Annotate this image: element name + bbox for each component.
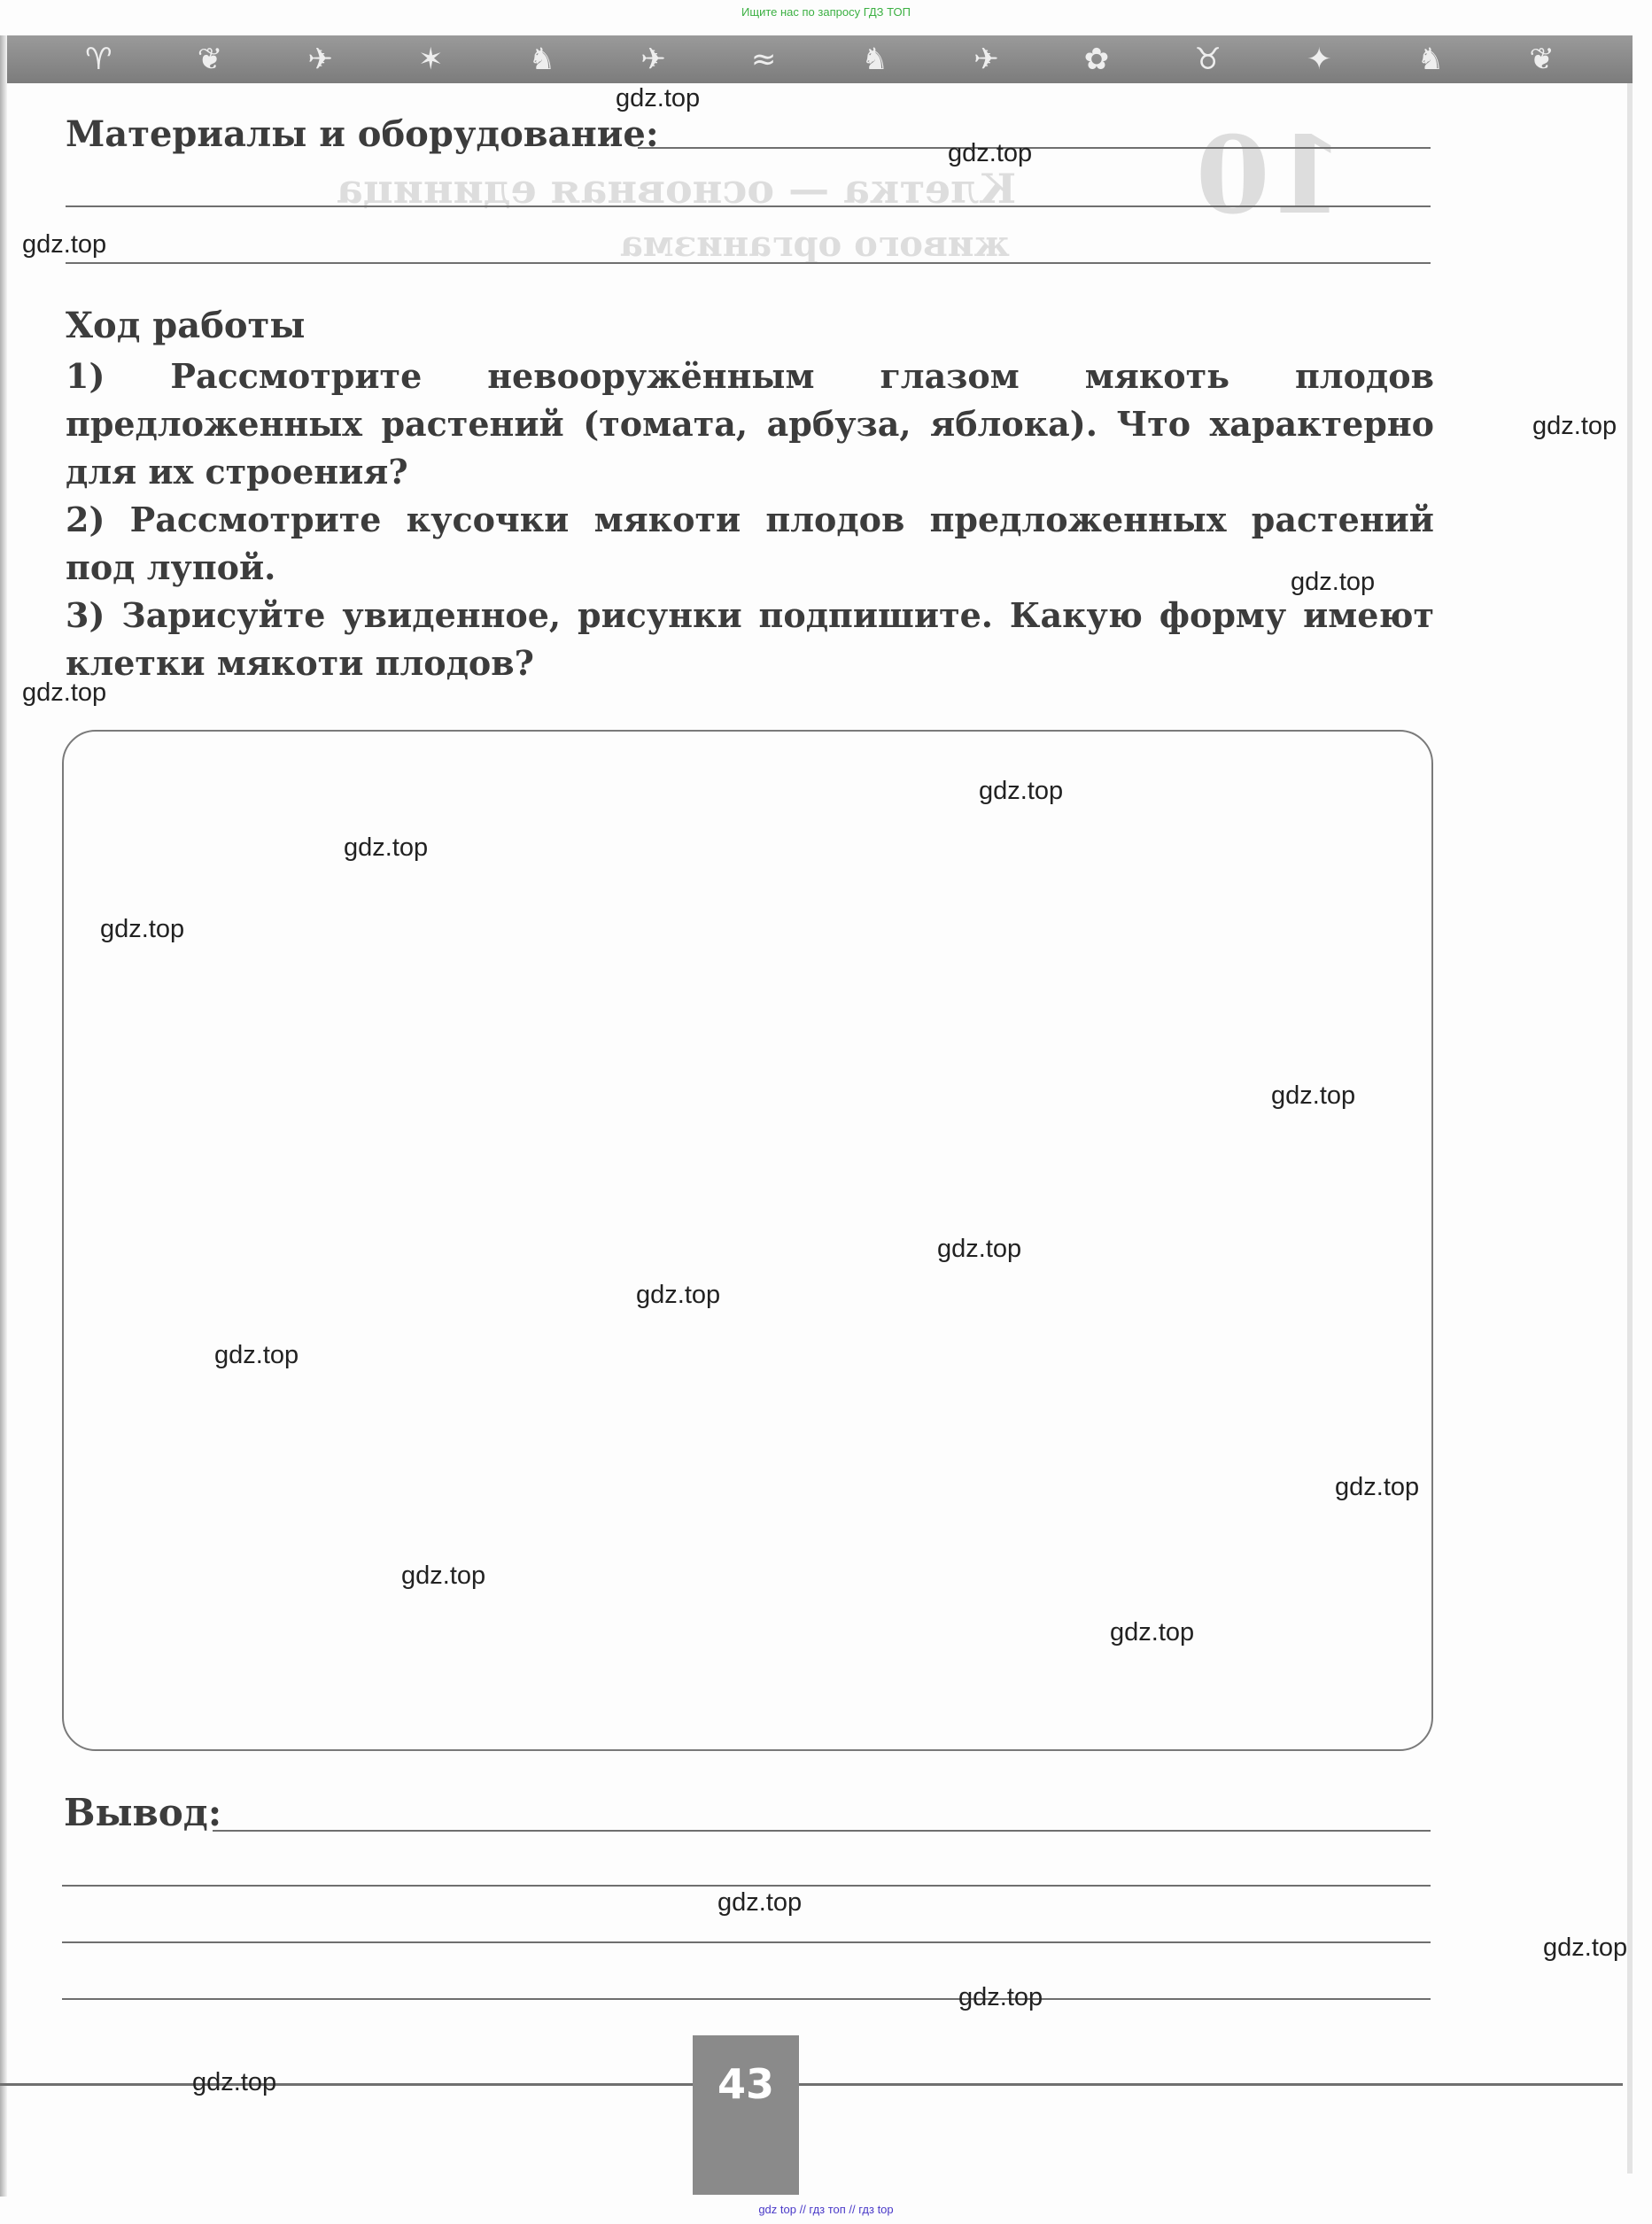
watermark: gdz.top bbox=[1335, 1473, 1420, 1501]
page-number: 43 bbox=[717, 2060, 774, 2108]
watermark: gdz.top bbox=[22, 678, 107, 707]
bird-icon: ✈ bbox=[640, 42, 666, 77]
procedure-step-2: 2) Рассмотрите кусочки мякоти плодов предложенных растений под лупой. bbox=[66, 500, 1434, 587]
watermark: gdz.top bbox=[1110, 1618, 1195, 1647]
conclusion-line-2 bbox=[62, 1885, 1431, 1887]
dolphin-icon: ≈ bbox=[750, 42, 777, 77]
bison-icon: ♉ bbox=[1194, 42, 1222, 77]
page-right-edge bbox=[1627, 83, 1633, 2174]
watermark: gdz.top bbox=[958, 1983, 1043, 2011]
procedure-step-3: 3) Зарисуйте увиденное, рисунки подпишите. Какую форму имеют клетки мякоти плодов? bbox=[66, 595, 1434, 683]
materials-line-2 bbox=[66, 205, 1431, 207]
ghost-title-number: 10 bbox=[1196, 113, 1344, 238]
deer-icon: ♞ bbox=[861, 42, 888, 77]
conclusion-line-3 bbox=[62, 1941, 1431, 1943]
watermark: gdz.top bbox=[22, 230, 107, 259]
animal-banner bbox=[7, 35, 1633, 83]
watermark: gdz.top bbox=[401, 1561, 486, 1590]
page-number-tab bbox=[693, 2035, 799, 2195]
watermark: gdz.top bbox=[1291, 568, 1376, 596]
procedure-heading: Ход работы bbox=[66, 305, 306, 346]
watermark: gdz.top bbox=[1532, 412, 1617, 440]
ram-icon: ♈ bbox=[85, 42, 112, 77]
top-note: Ищите нас по запросу ГДЗ ТОП bbox=[741, 5, 911, 19]
fox-icon: ✦ bbox=[1307, 42, 1332, 77]
conclusion-label: Вывод: bbox=[64, 1791, 222, 1834]
ghost-title-line1: Клетка — основная единица bbox=[337, 165, 1017, 213]
watermark: gdz.top bbox=[616, 84, 701, 112]
watermark: gdz.top bbox=[717, 1888, 803, 1917]
materials-line-1 bbox=[638, 147, 1431, 149]
footer-line-left bbox=[0, 2083, 693, 2086]
materials-label: Материалы и оборудование: bbox=[66, 113, 659, 155]
scorpion-icon: ✶ bbox=[417, 42, 444, 77]
watermark: gdz.top bbox=[192, 2068, 277, 2096]
page-binding-edge bbox=[0, 35, 7, 2197]
watermark: gdz.top bbox=[344, 833, 429, 862]
horse-icon: ♞ bbox=[528, 42, 556, 77]
watermark: gdz.top bbox=[937, 1235, 1022, 1263]
horse-icon: ♞ bbox=[1416, 42, 1445, 77]
footer-line-right bbox=[799, 2083, 1623, 2086]
watermark: gdz.top bbox=[979, 777, 1064, 805]
bird-icon: ✈ bbox=[973, 42, 999, 77]
watermark: gdz.top bbox=[1543, 1933, 1628, 1962]
watermark: gdz.top bbox=[948, 139, 1033, 167]
drawing-area[interactable] bbox=[62, 730, 1433, 1751]
bottom-note: gdz top // гдз топ // гдз top bbox=[758, 2203, 894, 2216]
butterfly-icon: ❦ bbox=[1529, 42, 1555, 77]
butterfly-icon: ❦ bbox=[197, 42, 223, 77]
materials-line-3 bbox=[66, 262, 1431, 264]
ghost-title-line2: живого организма bbox=[620, 223, 1010, 265]
conclusion-line-1 bbox=[213, 1830, 1431, 1832]
watermark: gdz.top bbox=[636, 1281, 721, 1309]
conclusion-line-4 bbox=[62, 1998, 1431, 2000]
bird-icon: ✈ bbox=[307, 42, 333, 77]
bee-icon: ✿ bbox=[1083, 42, 1110, 77]
watermark: gdz.top bbox=[214, 1341, 299, 1369]
watermark: gdz.top bbox=[100, 915, 185, 943]
procedure-step-1: 1) Рассмотрите невооружённым глазом мякоть плодов предложенных растений (томата, арбуза, яблока). Что характерно для их строения? bbox=[66, 356, 1434, 492]
watermark: gdz.top bbox=[1271, 1081, 1356, 1110]
